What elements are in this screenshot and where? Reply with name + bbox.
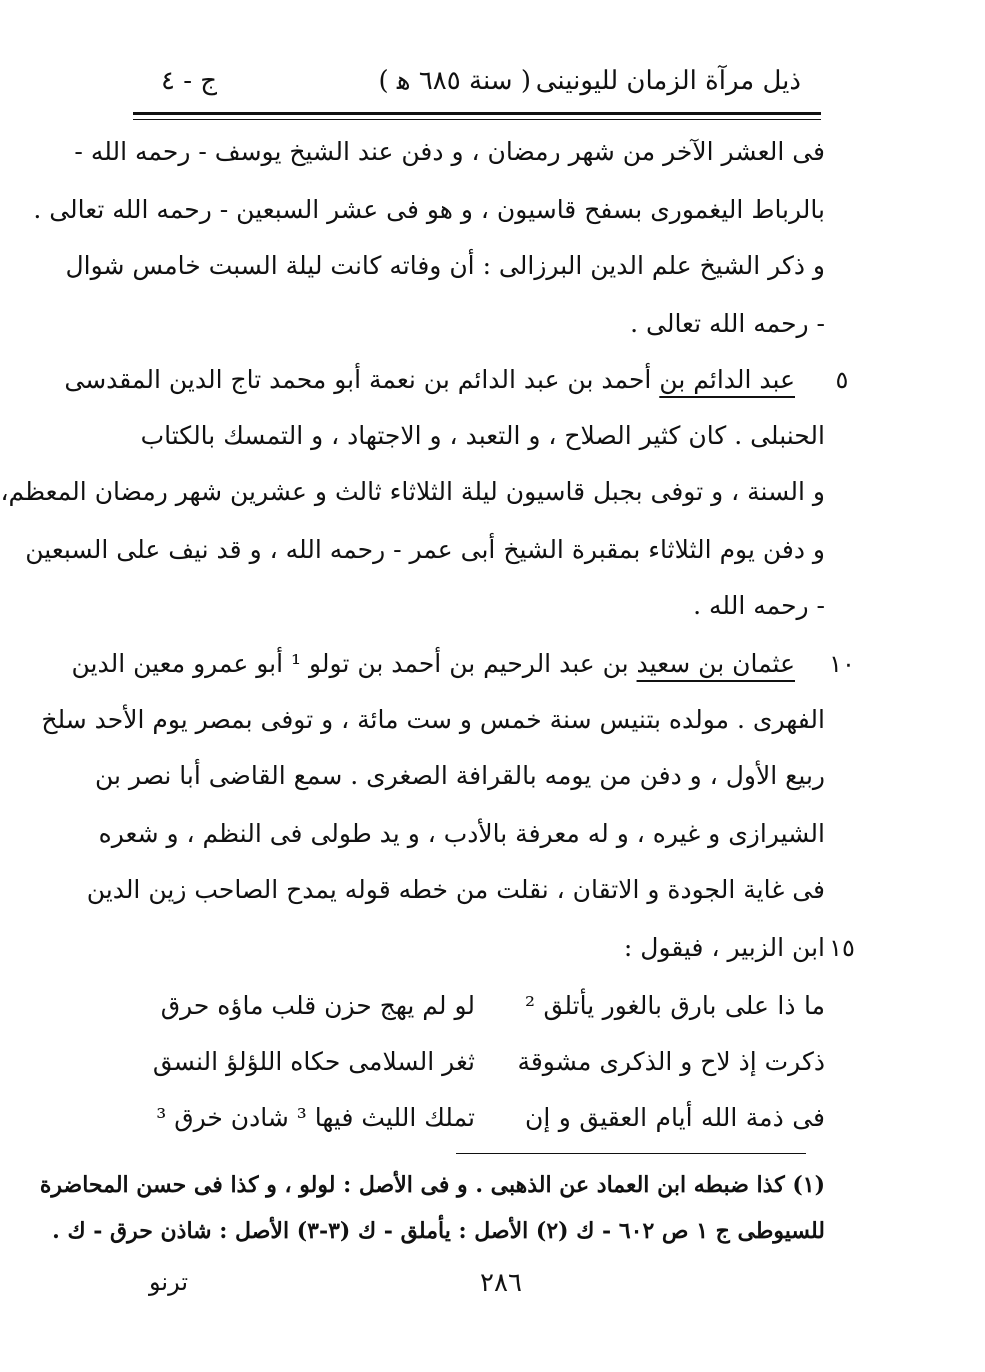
text-line: و دفن يوم الثلاثاء بمقبرة الشيخ أبى عمر - رحمه الله ، و قد نيف على السبعين	[25, 535, 825, 564]
verse-first-hemistich: ذكرت إذ لاح و الذكرى مشوقة	[517, 1047, 825, 1076]
entry-first-line-rest: أحمد بن عبد الدائم بن نعمة أبو محمد تاج الدين المقدسى	[64, 365, 660, 394]
poem-verse	[160, 980, 825, 1032]
poem-verse	[156, 1092, 825, 1144]
line-number: ١٥	[829, 934, 855, 962]
volume-label: ج - ٤	[161, 66, 218, 96]
footnote-rule	[456, 1153, 806, 1154]
verse-second-hemistich: لو لم يهج حزن قلب ماؤه حرق	[160, 991, 475, 1020]
running-header	[141, 58, 821, 108]
verse-first-hemistich: ما ذا على بارق بالغور يأتلق ²	[525, 991, 825, 1020]
book-title: ذيل مرآة الزمان لليونينى	[535, 66, 801, 96]
entry-name: عثمان بن سعيد	[636, 649, 795, 678]
printer-signature: ترنو	[149, 1268, 188, 1296]
line-number: ٥	[835, 366, 849, 394]
text-line: الحنبلى . كان كثير الصلاح ، و التعبد ، و الاجتهاد ، و التمسك بالكتاب	[140, 421, 825, 450]
text-line: بالرباط اليغمورى بسفح قاسيون ، و هو فى عشر السبعين - رحمه الله تعالى .	[33, 195, 825, 224]
verse-second-hemistich: ثغر السلامى حكاه اللؤلؤ النسق	[152, 1047, 475, 1076]
verse-first-hemistich: فى ذمة الله أيام العقيق و إن	[525, 1103, 825, 1132]
entry-name: عبد الدائم بن	[659, 365, 795, 394]
verse-second-hemistich: تملك الليث فيها ³ شادن خرق ³	[156, 1103, 475, 1132]
text-line: ربيع الأول ، و دفن من يومه بالقرافة الصغرى . سمع القاضى أبا نصر بن	[94, 761, 825, 790]
text-line: - رحمه الله .	[693, 591, 825, 620]
header-rule-thick	[133, 112, 821, 115]
line-number: ١٠	[829, 650, 855, 678]
footnote-line: للسيوطى ج ١ ص ٦٠٢ - ك (٢) الأصل : يأملق - ك (٣-٣) الأصل : شاذن حرق - ك .	[52, 1218, 825, 1244]
text-line: الشيرازى و غيره ، و له معرفة بالأدب ، و يد طولى فى النظم ، و شعره	[98, 819, 825, 848]
entry-first-line-rest: بن عبد الرحيم بن أحمد بن تولو ¹ أبو عمرو معين الدين	[71, 649, 637, 678]
poem-verse	[152, 1036, 825, 1088]
text-line: و ذكر الشيخ علم الدين البرزالى : أن وفاته كانت ليلة السبت خامس شوال	[65, 251, 825, 280]
page-number: ٢٨٦	[480, 1268, 522, 1298]
text-line: الفهرى . مولده بتنيس سنة خمس و ست مائة ، و توفى بمصر يوم الأحد سلخ	[41, 705, 825, 734]
entry-first-line	[64, 356, 825, 404]
text-line: فى العشر الآخر من شهر رمضان ، و دفن عند الشيخ يوسف - رحمه الله -	[74, 137, 825, 166]
text-line: فى غاية الجودة و الاتقان ، نقلت من خطه قوله يمدح الصاحب زين الدين	[86, 875, 825, 904]
header-rule-thin	[133, 119, 821, 120]
footnote-line: (١) كذا ضبطه ابن العماد عن الذهبى . و فى الأصل : لولو ، و كذا فى حسن المحاضرة	[39, 1172, 825, 1198]
text-line: - رحمه الله تعالى .	[630, 309, 825, 338]
entry-first-line	[71, 640, 825, 688]
text-line: و السنة ، و توفى بجبل قاسيون ليلة الثلاثاء ثالث و عشرين شهر رمضان المعظم،	[0, 477, 825, 506]
text-line: ابن الزبير ، فيقول :	[623, 933, 825, 962]
year-label: ( سنة ٦٨٥ ﻫ )	[378, 66, 531, 96]
